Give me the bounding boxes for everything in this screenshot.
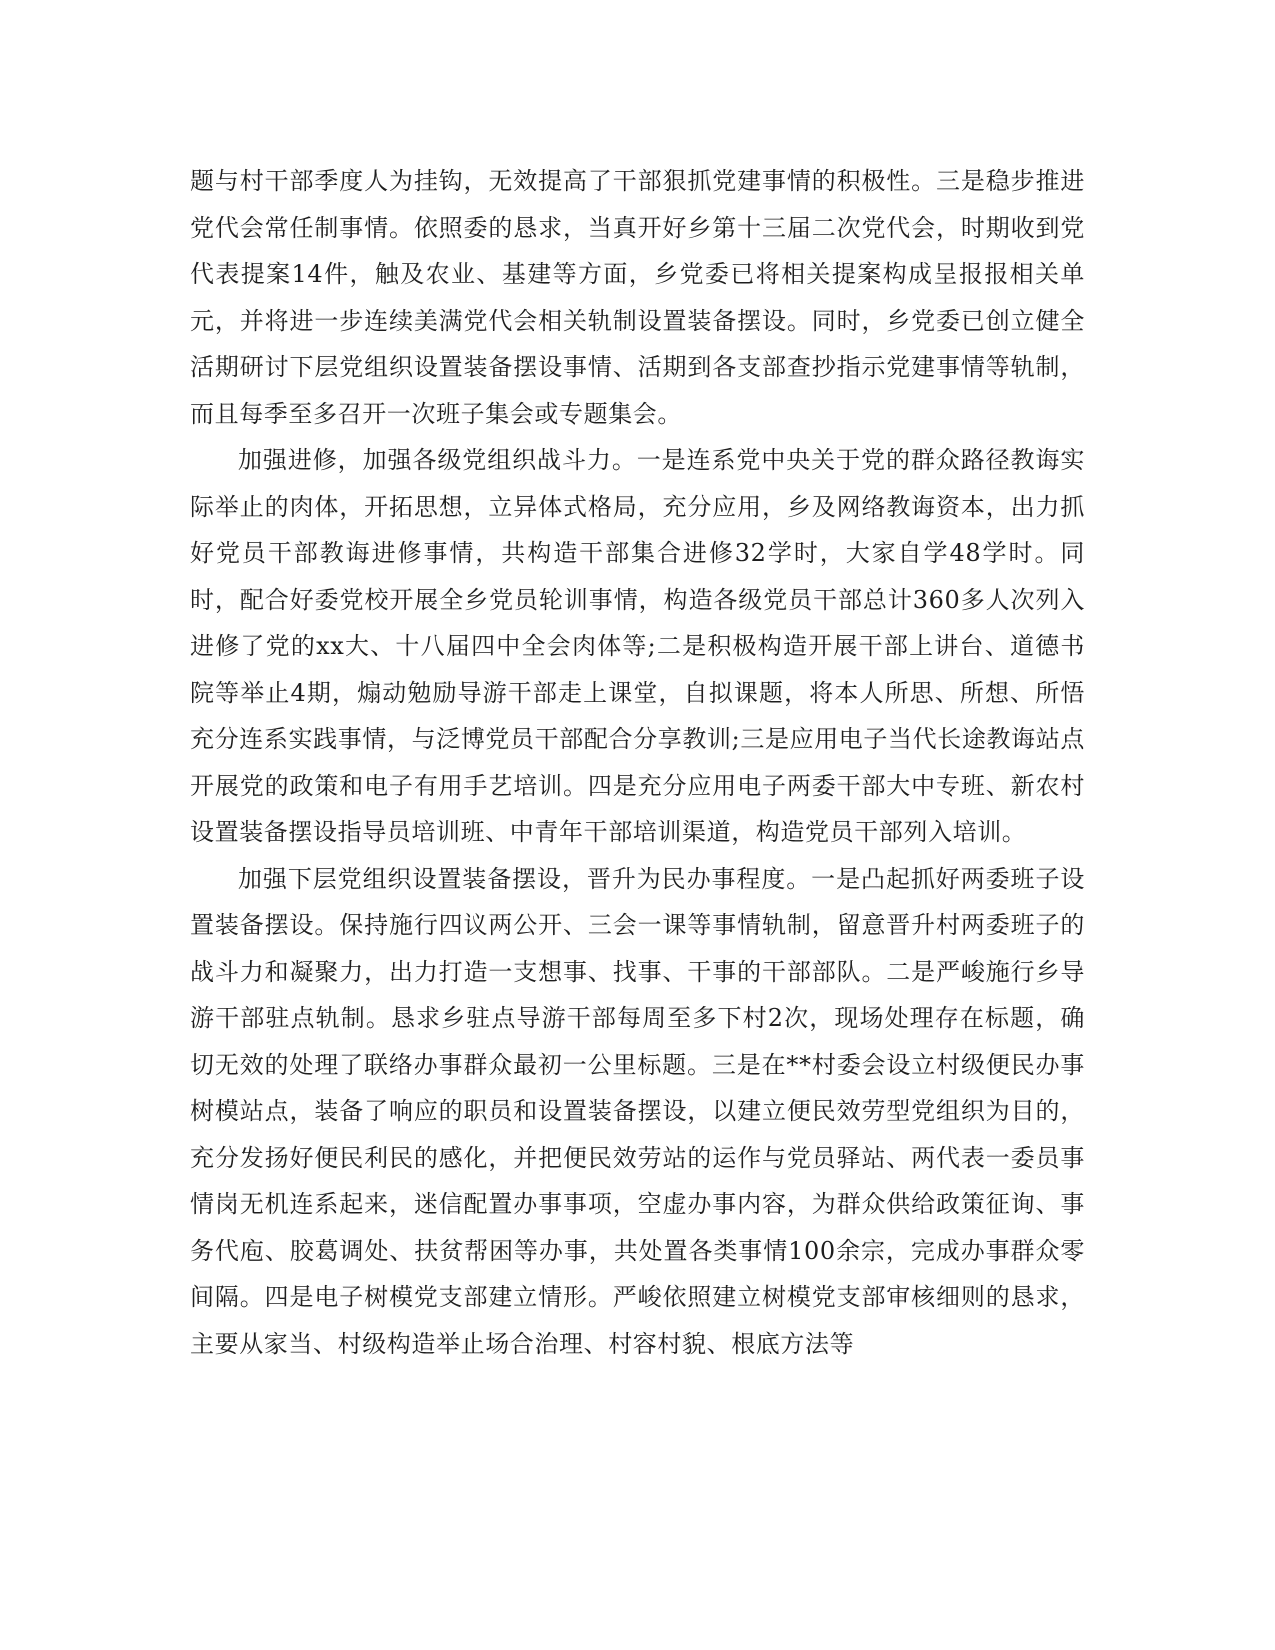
document-body [190, 158, 1085, 1367]
paragraph-1: 题与村干部季度人为挂钩，无效提高了干部狠抓党建事情的积极性。三是稳步推进党代会常任制事情。依照委的恳求，当真开好乡第十三届二次党代会，时期收到党代表提案14件，触及农业、基建等方面，乡党委已将相关提案构成呈报报相关单元，并将进一步连续美满党代会相关轨制设置装备摆设。同时，乡党委已创立健全活期研讨下层党组织设置装备摆设事情、活期到各支部查抄指示党建事情等轨制，而且每季至多召开一次班子集会或专题集会。 [190, 167, 1085, 428]
paragraph-2: 加强进修，加强各级党组织战斗力。一是连系党中央关于党的群众路径教诲实际举止的肉体，开拓思想，立异体式格局，充分应用，乡及网络教诲资本，出力抓好党员干部教诲进修事情，共构造干部集合进修32学时，大家自学48学时。同时，配合好委党校开展全乡党员轮训事情，构造各级党员干部总计360多人次列入进修了党的xx大、十八届四中全会肉体等;二是积极构造开展干部上讲台、道德书院等举止4期，煽动勉励导游干部走上课堂，自拟课题，将本人所思、所想、所悟充分连系实践事情，与泛博党员干部配合分享教训;三是应用电子当代长途教诲站点开展党的政策和电子有用手艺培训。四是充分应用电子两委干部大中专班、新农村设置装备摆设指导员培训班、中青年干部培训渠道，构造党员干部列入培训。 [190, 446, 1085, 846]
paragraph-3: 加强下层党组织设置装备摆设，晋升为民办事程度。一是凸起抓好两委班子设置装备摆设。保持施行四议两公开、三会一课等事情轨制，留意晋升村两委班子的战斗力和凝聚力，出力打造一支想事、找事、干事的干部部队。二是严峻施行乡导游干部驻点轨制。恳求乡驻点导游干部每周至多下村2次，现场处理存在标题，确切无效的处理了联络办事群众最初一公里标题。三是在**村委会设立村级便民办事树模站点，装备了响应的职员和设置装备摆设，以建立便民效劳型党组织为目的，充分发扬好便民利民的感化，并把便民效劳站的运作与党员驿站、两代表一委员事情岗无机连系起来，迷信配置办事事项，空虚办事内容，为群众供给政策征询、事务代庖、胶葛调处、扶贫帮困等办事，共处置各类事情100余宗，完成办事群众零间隔。四是电子树模党支部建立情形。严峻依照建立树模党支部审核细则的恳求，主要从家当、村级构造举止场合治理、村容村貌、根底方法等 [190, 864, 1085, 1358]
